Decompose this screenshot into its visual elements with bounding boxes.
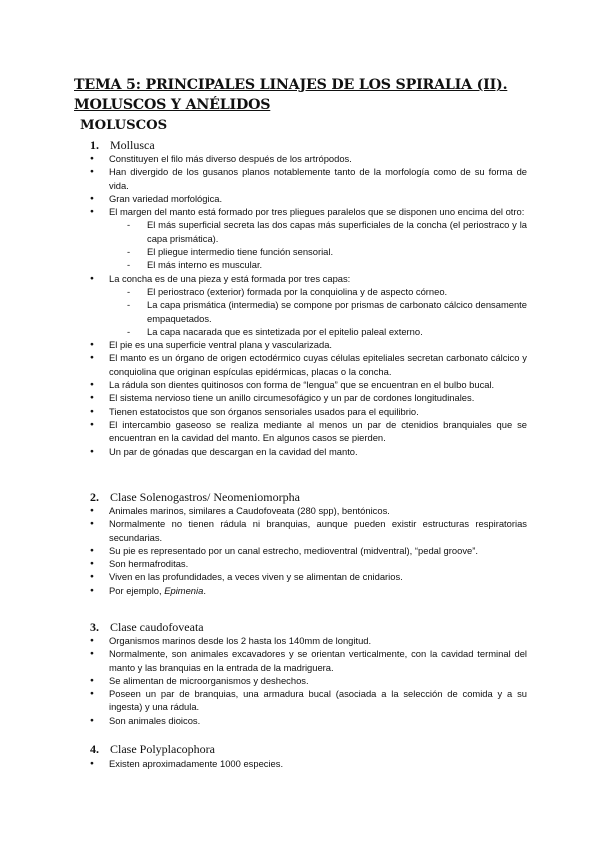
list-item-text: La concha es de una pieza y está formada por tres capas: <box>109 272 351 284</box>
sub-list-item: - La capa nacarada que es sintetizada por el epitelio paleal externo. <box>109 325 527 338</box>
list-item: ● Gran variedad morfológica. <box>90 192 527 205</box>
list-item: ● Se alimentan de microorganismos y deshechos. <box>90 674 527 687</box>
list-item: ● Son hermafroditas. <box>90 557 527 570</box>
bullet-list-solenogastros <box>90 504 527 597</box>
subsection-number: 1. <box>90 138 99 152</box>
list-item: ● Han divergido de los gusanos planos notablemente tanto de la morfología como de su forma de vida. <box>90 165 527 192</box>
sub-list-item: - El pliegue intermedio tiene función sensorial. <box>109 245 527 258</box>
list-item: ● El intercambio gaseoso se realiza mediante al menos un par de ctenidios branquiales que se encuentran en la cavidad del manto. En algunos casos se pierden. <box>90 418 527 445</box>
list-item: ● Animales marinos, similares a Caudofoveata (280 spp), bentónicos. <box>90 504 527 517</box>
list-item-text: El margen del manto está formado por tres pliegues paralelos que se disponen uno encima del otro: <box>109 206 525 218</box>
subsection-title: Clase Polyplacophora <box>110 742 215 756</box>
bullet-list-caudofoveata <box>90 634 527 727</box>
subsection-title: Clase caudofoveata <box>110 620 204 634</box>
subsection-heading-polyplacophora <box>90 742 215 757</box>
list-item: ● Normalmente no tienen rádula ni branquias, aunque pueden existir estructuras respiratorias secundarias. <box>90 517 527 544</box>
list-item <box>90 205 527 271</box>
list-item: ● Su pie es representado por un canal estrecho, medioventral (midventral), “pedal groove”. <box>90 544 527 557</box>
list-item <box>90 272 527 338</box>
sub-list-item: - El más superficial secreta las dos capas más superficiales de la concha (el periostraco y la capa prismática). <box>109 218 527 245</box>
list-item: ● Tienen estatocistos que son órganos sensoriales usados para el equilibrio. <box>90 405 527 418</box>
subsection-heading-solenogastros <box>90 490 300 505</box>
example-suffix: . <box>203 584 206 596</box>
list-item: ● Un par de gónadas que descargan en la cavidad del manto. <box>90 445 527 458</box>
subsection-number: 4. <box>90 742 99 756</box>
sub-list-concha <box>109 285 527 338</box>
bullet-list-polyplacophora <box>90 757 527 770</box>
list-item: ● El sistema nervioso tiene un anillo circumesofágico y un par de cordones longitudinales. <box>90 391 527 404</box>
sub-list-item: - El periostraco (exterior) formada por la conquiolina y de aspecto córneo. <box>109 285 527 298</box>
sub-list-item: - El más interno es muscular. <box>109 258 527 271</box>
subsection-title: Clase Solenogastros/ Neomeniomorpha <box>110 490 300 504</box>
page-title: TEMA 5: PRINCIPALES LINAJES DE LOS SPIRALIA (II). MOLUSCOS Y ANÉLIDOS <box>74 77 508 113</box>
subsection-title: Mollusca <box>110 138 155 152</box>
genus-name: Epimenia <box>164 584 204 596</box>
section-heading: MOLUSCOS <box>80 118 168 133</box>
sub-list-manto <box>109 218 527 271</box>
bullet-list-mollusca <box>90 152 527 458</box>
subsection-heading-caudofoveata <box>90 620 204 635</box>
sub-list-item: - La capa prismática (intermedia) se compone por prismas de carbonato cálcico densamente empaquetados. <box>109 298 527 325</box>
list-item: ● El manto es un órgano de origen ectodérmico cuyas células epiteliales secretan carbonato cálcico y conquiolina que originan espículas epidérmicas, placas o la concha. <box>90 351 527 378</box>
list-item: ● La rádula son dientes quitinosos con forma de “lengua” que se encuentran en el bulbo bucal. <box>90 378 527 391</box>
subsection-number: 3. <box>90 620 99 634</box>
list-item: ● Existen aproximadamente 1000 especies. <box>90 757 527 770</box>
list-item: ● Son animales dioicos. <box>90 714 527 727</box>
list-item <box>90 584 527 597</box>
subsection-number: 2. <box>90 490 99 504</box>
subsection-heading-mollusca <box>90 138 155 153</box>
example-prefix: Por ejemplo, <box>109 584 165 596</box>
list-item: ● Poseen un par de branquias, una armadura bucal (asociada a la selección de comida y a su ingesta) y una rádula. <box>90 687 527 714</box>
list-item: ● El pie es una superficie ventral plana y vascularizada. <box>90 338 527 351</box>
list-item: ● Organismos marinos desde los 2 hasta los 140mm de longitud. <box>90 634 527 647</box>
list-item: ● Viven en las profundidades, a veces viven y se alimentan de cnidarios. <box>90 570 527 583</box>
list-item: ● Constituyen el filo más diverso después de los artrópodos. <box>90 152 527 165</box>
list-item: ● Normalmente, son animales excavadores y se orientan verticalmente, con la cavidad terminal del manto y las branquias en la entrada de la madriguera. <box>90 647 527 674</box>
